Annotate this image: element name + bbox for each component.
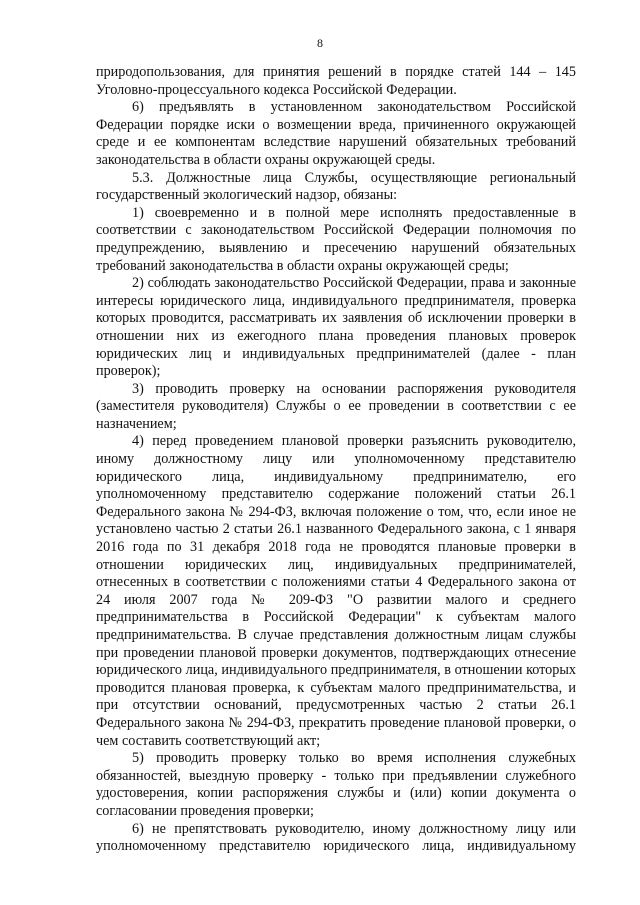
page-number: 8 [317,36,323,50]
paragraph-duty-5: 5) проводить проверку только во время исполнения служебных обязанностей, выездную проверку - только при предъявлении служебного удостоверения, копии распоряжения службы и (или) копии документа о согласовании проведения проверки; [96,750,576,819]
paragraph-duty-6: 6) не препятствовать руководителю, иному должностному лицу или уполномоченному представителю юридического лица, индивидуальному [96,820,576,855]
document-body [96,64,576,856]
paragraph-continuation: природопользования, для принятия решений в порядке статей 144 – 145 Уголовно-процессуального кодекса Российской Федерации. [96,64,576,98]
paragraph-duty-2: 2) соблюдать законодательство Российской Федерации, права и законные интересы юридического лица, индивидуального предпринимателя, проверка которых проводится, рассматривать их заявления об исключении проверки в отношении них из ежегодного плана проведения плановых проверок юридических лиц и индивидуальных предпринимателей (далее - план проверок); [96,275,576,380]
paragraph-section-5-3: 5.3. Должностные лица Службы, осуществляющие региональный государственный экологический надзор, обязаны: [96,169,576,204]
paragraph-duty-4: 4) перед проведением плановой проверки разъяснить руководителю, иному должностному лицу или уполномоченному представителю юридического лица, индивидуальному предпринимателю, его уполномоченному представителю содержание положений статьи 26.1 Федерального закона № 294-ФЗ, включая положение о том, что, если иное не установлено частью 2 статьи 26.1 названного Федерального закона, с 1 января 2016 года по 31 декабря 2018 года не проводятся плановые проверки в отношении юридических лиц, индивидуальных предпринимателей, отнесенных в соответствии с положениями статьи 4 Федерального закона от 24 июля 2007 года № 209-ФЗ "О развитии малого и среднего предпринимательства в Российской Федерации" к субъектам малого предпринимательства. В случае представления должностным лицам службы при проведении плановой проверки документов, подтверждающих отнесение юридического лица, индивидуального предпринимателя, в отношении которых проводится плановая проверка, к субъектам малого предпринимательства, и при отсутствии оснований, предусмотренных частью 2 статьи 26.1 Федерального закона № 294-ФЗ, прекратить проведение плановой проверки, о чем составить соответствующий акт; [96,433,576,749]
paragraph-duty-1: 1) своевременно и в полной мере исполнять предоставленные в соответствии с законодательством Российской Федерации полномочия по предупреждению, выявлению и пресечению нарушений обязательных требований законодательства в области охраны окружающей среды; [96,204,576,274]
paragraph-duty-3: 3) проводить проверку на основании распоряжения руководителя (заместителя руководителя) Службы о ее проведении в соответствии с ее назначением; [96,380,576,432]
paragraph-item-6-lawsuits: 6) предъявлять в установленном законодательством Российской Федерации порядке иски о возмещении вреда, причиненного окружающей среде и ее компонентам вследствие нарушений обязательных требований законодательства в области охраны окружающей среды. [96,99,576,168]
